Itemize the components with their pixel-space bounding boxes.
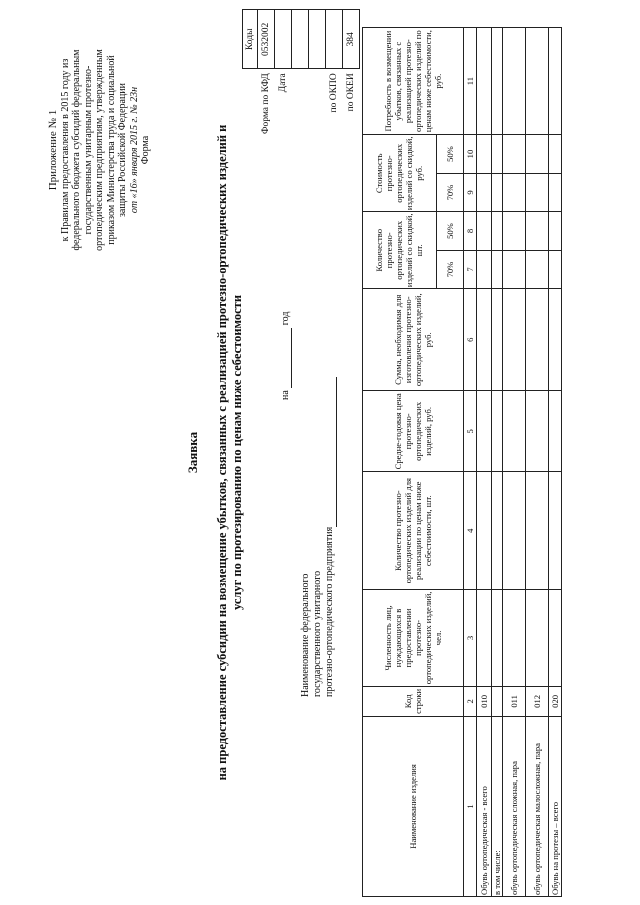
cell[interactable]	[526, 391, 549, 472]
col-number: 3	[464, 590, 477, 687]
subheader-70: 70%	[436, 173, 463, 212]
codes-label: Дата	[278, 73, 288, 93]
codes-row	[258, 10, 275, 135]
cell[interactable]	[549, 28, 562, 135]
col-number: 8	[464, 212, 477, 251]
period-line	[280, 270, 292, 400]
cell[interactable]	[526, 289, 549, 391]
cell[interactable]	[477, 250, 492, 289]
period-field[interactable]	[280, 328, 292, 388]
cell[interactable]	[549, 472, 562, 590]
col-header-sum: Сумма, необходимая для изготовления протезно-ортопедических изделий, руб.	[363, 289, 464, 391]
cell[interactable]	[477, 289, 492, 391]
cell[interactable]	[526, 173, 549, 212]
title-line-2: на предоставление субсидии на возмещение убытков, связанных с реализацией протезно-ортопедических изделий и	[215, 124, 229, 781]
appendix-line-4: ортопедическим предприятиям, утвержденным	[94, 49, 105, 251]
codes-row	[309, 10, 326, 135]
title-line-1: Заявка	[185, 431, 200, 474]
cell[interactable]	[477, 28, 492, 135]
cell[interactable]	[503, 173, 526, 212]
table-row	[549, 28, 562, 897]
cell[interactable]	[503, 212, 526, 251]
col-number: 2	[464, 686, 477, 716]
codes-label	[309, 69, 326, 135]
row-name: обувь ортопедическая малосложная, пара	[526, 716, 549, 896]
main-table	[362, 27, 562, 897]
appendix-number: Приложение № 1	[47, 109, 59, 191]
cell[interactable]	[477, 173, 492, 212]
table-row	[503, 28, 526, 897]
row-name: Обувь ортопедическая - всего	[477, 716, 492, 896]
appendix-line-6: защиты Российской Федерации	[117, 82, 128, 218]
cell[interactable]	[526, 250, 549, 289]
cell[interactable]	[477, 590, 492, 687]
cell[interactable]	[503, 590, 526, 687]
row-code	[492, 686, 503, 716]
col-header-code: Код строки	[363, 686, 464, 716]
subheader-70: 70%	[436, 250, 463, 289]
appendix-line-3: государственным унитарным протезно-	[82, 65, 94, 235]
col-number: 11	[464, 28, 477, 135]
codes-label	[292, 69, 309, 135]
title-line-3: услуг по протезированию по ценам ниже себестоимости	[230, 294, 244, 611]
cell[interactable]	[549, 173, 562, 212]
col-header-discount-cost: Стоимость протезно-ортопедических изделий со скидкой, руб.	[363, 135, 437, 212]
period-prefix: на	[280, 390, 291, 400]
cell[interactable]	[492, 212, 503, 251]
org-line-3-text: протезно-ортопедического предприятия	[324, 526, 335, 697]
doc-title	[185, 10, 245, 895]
appendix-line-2: федерального бюджета субсидий федеральным	[71, 49, 82, 251]
col-header-name: Наименование изделия	[363, 716, 464, 896]
cell[interactable]	[526, 212, 549, 251]
codes-table	[242, 9, 360, 135]
col-header-qty: Количество протезно-ортопедических изделий для реализации по ценам ниже себестоимости, шт.	[363, 472, 464, 590]
col-number: 1	[464, 716, 477, 896]
row-code: 011	[503, 686, 526, 716]
cell[interactable]	[503, 391, 526, 472]
cell[interactable]	[549, 135, 562, 174]
cell[interactable]	[526, 135, 549, 174]
col-number: 4	[464, 472, 477, 590]
appendix-line-1: к Правилам предоставления в 2015 году из	[59, 58, 71, 242]
cell[interactable]	[549, 212, 562, 251]
subheader-50: 50%	[436, 212, 463, 251]
table-row	[492, 28, 503, 897]
col-header-avg-price: Средне-годовая цена протезно-ортопедических изделий, руб.	[363, 391, 464, 472]
table-header-row	[363, 28, 437, 897]
codes-row	[343, 10, 360, 135]
row-name: Обувь на протезы – всего	[549, 716, 562, 896]
org-line-1: Наименование федерального	[300, 573, 311, 697]
codes-row	[326, 10, 343, 135]
cell[interactable]	[492, 590, 503, 687]
cell[interactable]	[503, 28, 526, 135]
cell[interactable]	[477, 472, 492, 590]
cell[interactable]	[549, 250, 562, 289]
form-label: Форма	[140, 135, 151, 165]
org-name-field[interactable]	[324, 377, 337, 527]
cell[interactable]	[492, 28, 503, 135]
col-header-discount-qty: Количество протезно-ортопедических изделий со скидкой, шт.	[363, 212, 437, 289]
row-code: 020	[549, 686, 562, 716]
cell[interactable]	[526, 472, 549, 590]
codes-row	[292, 10, 309, 135]
cell[interactable]	[503, 250, 526, 289]
row-name: в том числе:	[492, 716, 503, 896]
cell[interactable]	[477, 135, 492, 174]
col-header-people: Численность лиц, нуждающихся в предоставлении протезно-ортопедических изделий, чел.	[363, 590, 464, 687]
codes-header-row	[243, 10, 258, 135]
codes-value[interactable]	[326, 10, 343, 69]
codes-row	[275, 10, 292, 135]
appendix-date: от «16» января 2015 г. № 23н	[128, 86, 140, 214]
cell[interactable]	[492, 173, 503, 212]
cell[interactable]	[492, 250, 503, 289]
codes-value[interactable]	[309, 10, 326, 69]
codes-value[interactable]	[292, 10, 309, 69]
period-suffix: год	[280, 311, 291, 326]
codes-value[interactable]	[275, 10, 292, 69]
cell[interactable]	[477, 391, 492, 472]
subheader-50: 50%	[436, 135, 463, 174]
column-number-row	[464, 28, 477, 897]
appendix-block	[48, 35, 152, 265]
cell[interactable]	[492, 135, 503, 174]
row-code: 010	[477, 686, 492, 716]
cell[interactable]	[503, 289, 526, 391]
col-number: 6	[464, 289, 477, 391]
codes-label: по ОКЕИ	[346, 73, 356, 112]
col-header-need: Потребность в возмещении убытков, связанных с реализацией протезно-ортопедических изделий по ценам ниже себестоимости, руб.	[363, 28, 464, 135]
col-number: 10	[464, 135, 477, 174]
cell[interactable]	[492, 391, 503, 472]
cell[interactable]	[526, 28, 549, 135]
cell[interactable]	[549, 590, 562, 687]
codes-label: по ОКПО	[329, 73, 339, 113]
org-line-2: государственного унитарного	[312, 570, 323, 697]
col-number: 9	[464, 173, 477, 212]
codes-header: Коды	[243, 10, 258, 69]
row-code: 012	[526, 686, 549, 716]
cell[interactable]	[477, 212, 492, 251]
cell[interactable]	[492, 289, 503, 391]
codes-value[interactable]: 384	[343, 10, 360, 69]
row-name: обувь ортопедическая сложная, пара	[503, 716, 526, 896]
table-row	[526, 28, 549, 897]
codes-value[interactable]: 0532002	[258, 10, 275, 69]
col-number: 7	[464, 250, 477, 289]
col-number: 5	[464, 391, 477, 472]
cell[interactable]	[549, 391, 562, 472]
cell[interactable]	[549, 289, 562, 391]
cell[interactable]	[503, 472, 526, 590]
cell[interactable]	[492, 472, 503, 590]
codes-label: Форма по КФД	[261, 73, 271, 134]
table-row	[477, 28, 492, 897]
appendix-line-5: приказом Министерства труда и социальной	[105, 55, 117, 245]
cell[interactable]	[503, 135, 526, 174]
cell[interactable]	[526, 590, 549, 687]
org-label	[300, 337, 337, 697]
org-line-3	[324, 337, 337, 697]
